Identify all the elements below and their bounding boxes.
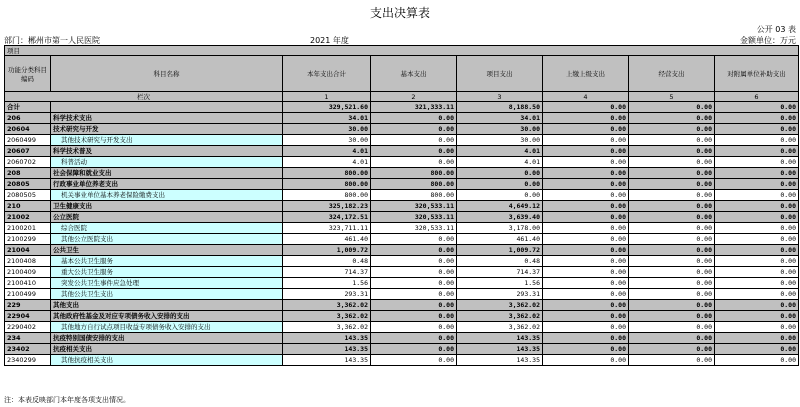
row-value-col-3: 30.00: [457, 124, 543, 135]
header-col-3: 项目支出: [457, 56, 543, 92]
row-name: 科普活动: [51, 157, 283, 168]
row-value-col-4: 0.00: [543, 322, 629, 333]
header-col-index-5: 5: [629, 92, 715, 102]
row-value-col-3: 4.01: [457, 157, 543, 168]
row-value-col-5: 0.00: [629, 267, 715, 278]
row-value-col-3: 3,639.40: [457, 212, 543, 223]
row-code: 2080505: [5, 190, 51, 201]
header-col-index-6: 6: [715, 92, 799, 102]
table-row: [5, 322, 799, 333]
row-name: 社会保障和就业支出: [51, 168, 283, 179]
header-col-5: 经营支出: [629, 56, 715, 92]
row-value-col-5: 0.00: [629, 278, 715, 289]
row-value-col-1: 30.00: [283, 135, 371, 146]
row-value-col-4: 0.00: [543, 311, 629, 322]
row-value-col-1: 293.31: [283, 289, 371, 300]
row-value-col-2: 0.00: [371, 234, 457, 245]
row-value-col-2: 0.00: [371, 157, 457, 168]
row-value-col-2: 800.00: [371, 179, 457, 190]
row-value-col-6: 0.00: [715, 355, 799, 366]
row-value-col-4: 0.00: [543, 245, 629, 256]
row-code: 20604: [5, 124, 51, 135]
row-name: 其他公立医院支出: [51, 234, 283, 245]
table-row: [5, 179, 799, 190]
row-name: 抗疫相关支出: [51, 344, 283, 355]
row-code: 2100408: [5, 256, 51, 267]
row-value-col-4: 0.00: [543, 223, 629, 234]
row-name: 科学技术普及: [51, 146, 283, 157]
row-code: 22904: [5, 311, 51, 322]
row-value-col-4: 0.00: [543, 124, 629, 135]
header-col-6: 对附属单位补助支出: [715, 56, 799, 92]
table-row: [5, 212, 799, 223]
row-name: 突发公共卫生事件应急处理: [51, 278, 283, 289]
row-value-col-1: 143.35: [283, 344, 371, 355]
table-row: [5, 344, 799, 355]
row-value-col-5: 0.00: [629, 179, 715, 190]
row-value-col-2: 0.00: [371, 256, 457, 267]
row-code: 210: [5, 201, 51, 212]
row-value-col-6: 0.00: [715, 135, 799, 146]
row-value-col-2: 0.00: [371, 322, 457, 333]
row-code: 21004: [5, 245, 51, 256]
header-name: 科目名称: [51, 56, 283, 92]
table-row: [5, 355, 799, 366]
header-col-4: 上缴上级支出: [543, 56, 629, 92]
row-name: 卫生健康支出: [51, 201, 283, 212]
row-value-col-1: 4.01: [283, 146, 371, 157]
row-value-col-1: 800.00: [283, 168, 371, 179]
row-code: 2340299: [5, 355, 51, 366]
row-value-col-4: 0.00: [543, 234, 629, 245]
row-value-col-5: 0.00: [629, 300, 715, 311]
row-value-col-6: 0.00: [715, 311, 799, 322]
row-value-col-3: 4,649.12: [457, 201, 543, 212]
row-value-col-4: 0.00: [543, 201, 629, 212]
row-value-col-3: 143.35: [457, 355, 543, 366]
row-value-col-6: 0.00: [715, 322, 799, 333]
row-value-col-5: 0.00: [629, 146, 715, 157]
table-row: [5, 311, 799, 322]
table-row: [5, 300, 799, 311]
row-value-col-4: 0.00: [543, 135, 629, 146]
row-value-col-6: 0.00: [715, 344, 799, 355]
row-value-col-2: 0.00: [371, 333, 457, 344]
row-value-col-4: 0.00: [543, 113, 629, 124]
table-row: [5, 113, 799, 124]
row-code: 2100201: [5, 223, 51, 234]
row-value-col-2: 0.00: [371, 124, 457, 135]
row-value-col-2: 0.00: [371, 344, 457, 355]
row-value-col-4: 0.00: [543, 344, 629, 355]
row-value-col-5: 0.00: [629, 157, 715, 168]
row-value-col-3: 0.00: [457, 168, 543, 179]
row-value-col-4: 0.00: [543, 168, 629, 179]
row-value-col-1: 800.00: [283, 190, 371, 201]
row-value-col-3: 0.00: [457, 190, 543, 201]
row-code: 合计: [5, 102, 51, 113]
row-value-col-2: 320,533.11: [371, 201, 457, 212]
row-name: 公立医院: [51, 212, 283, 223]
row-value-col-4: 0.00: [543, 267, 629, 278]
header-project: 项目: [5, 46, 799, 56]
row-value-col-6: 0.00: [715, 223, 799, 234]
row-value-col-2: 321,333.11: [371, 102, 457, 113]
row-value-col-5: 0.00: [629, 256, 715, 267]
row-value-col-3: 143.35: [457, 333, 543, 344]
row-value-col-4: 0.00: [543, 355, 629, 366]
row-value-col-6: 0.00: [715, 289, 799, 300]
row-code: 21002: [5, 212, 51, 223]
row-code: 20805: [5, 179, 51, 190]
row-value-col-5: 0.00: [629, 355, 715, 366]
row-value-col-2: 320,533.11: [371, 212, 457, 223]
header-col-index-2: 2: [371, 92, 457, 102]
row-value-col-3: 0.00: [457, 179, 543, 190]
row-value-col-5: 0.00: [629, 223, 715, 234]
row-value-col-5: 0.00: [629, 135, 715, 146]
row-value-col-5: 0.00: [629, 322, 715, 333]
table-row: [5, 168, 799, 179]
row-value-col-1: 143.35: [283, 333, 371, 344]
row-value-col-6: 0.00: [715, 124, 799, 135]
row-code: 2290402: [5, 322, 51, 333]
row-value-col-2: 0.00: [371, 245, 457, 256]
row-value-col-2: 0.00: [371, 278, 457, 289]
row-code: 229: [5, 300, 51, 311]
row-value-col-4: 0.00: [543, 278, 629, 289]
row-name: 抗疫特别国债安排的支出: [51, 333, 283, 344]
row-value-col-2: 800.00: [371, 168, 457, 179]
row-value-col-1: 4.01: [283, 157, 371, 168]
row-value-col-3: 1,009.72: [457, 245, 543, 256]
row-name: [51, 102, 283, 113]
row-name: 其他公共卫生支出: [51, 289, 283, 300]
row-name: 机关事业单位基本养老保险缴费支出: [51, 190, 283, 201]
row-code: 206: [5, 113, 51, 124]
table-note: 注：本表反映部门本年度各项支出情况。: [4, 396, 130, 404]
row-value-col-2: 0.00: [371, 311, 457, 322]
row-value-col-5: 0.00: [629, 190, 715, 201]
row-value-col-5: 0.00: [629, 102, 715, 113]
header-col-index-4: 4: [543, 92, 629, 102]
table-row: [5, 135, 799, 146]
row-name: 科学技术支出: [51, 113, 283, 124]
row-code: 234: [5, 333, 51, 344]
department-label: 部门：郴州市第一人民医院: [4, 36, 100, 45]
row-value-col-2: 0.00: [371, 135, 457, 146]
row-value-col-6: 0.00: [715, 300, 799, 311]
table-row: [5, 102, 799, 113]
row-value-col-1: 324,172.51: [283, 212, 371, 223]
row-name: 其他技术研究与开发支出: [51, 135, 283, 146]
row-value-col-2: 320,533.11: [371, 223, 457, 234]
row-value-col-6: 0.00: [715, 201, 799, 212]
row-code: 2060499: [5, 135, 51, 146]
row-value-col-3: 3,362.02: [457, 322, 543, 333]
row-value-col-5: 0.00: [629, 212, 715, 223]
table-row: [5, 124, 799, 135]
row-value-col-3: 143.35: [457, 344, 543, 355]
row-value-col-1: 3,362.02: [283, 300, 371, 311]
row-value-col-3: 0.48: [457, 256, 543, 267]
row-value-col-6: 0.00: [715, 168, 799, 179]
amount-unit: 金额单位：万元: [740, 36, 796, 45]
table-row: [5, 267, 799, 278]
row-value-col-6: 0.00: [715, 212, 799, 223]
row-value-col-1: 30.00: [283, 124, 371, 135]
row-value-col-1: 3,362.02: [283, 311, 371, 322]
table-row: [5, 234, 799, 245]
row-value-col-2: 0.00: [371, 300, 457, 311]
row-code: 2100299: [5, 234, 51, 245]
row-value-col-1: 800.00: [283, 179, 371, 190]
row-value-col-1: 0.48: [283, 256, 371, 267]
form-code: 公开 03 表: [756, 25, 796, 34]
row-value-col-2: 0.00: [371, 146, 457, 157]
row-value-col-1: 3,362.02: [283, 322, 371, 333]
row-value-col-2: 800.00: [371, 190, 457, 201]
row-value-col-5: 0.00: [629, 289, 715, 300]
row-name: 行政事业单位养老支出: [51, 179, 283, 190]
row-value-col-3: 461.40: [457, 234, 543, 245]
row-value-col-4: 0.00: [543, 179, 629, 190]
row-name: 公共卫生: [51, 245, 283, 256]
row-name: 其他支出: [51, 300, 283, 311]
row-value-col-3: 3,362.02: [457, 311, 543, 322]
row-value-col-5: 0.00: [629, 311, 715, 322]
row-value-col-6: 0.00: [715, 245, 799, 256]
row-value-col-4: 0.00: [543, 212, 629, 223]
row-value-col-5: 0.00: [629, 234, 715, 245]
row-value-col-6: 0.00: [715, 333, 799, 344]
table-row: [5, 278, 799, 289]
row-value-col-4: 0.00: [543, 190, 629, 201]
row-value-col-2: 0.00: [371, 355, 457, 366]
row-name: 重大公共卫生服务: [51, 267, 283, 278]
row-value-col-1: 325,182.23: [283, 201, 371, 212]
row-value-col-6: 0.00: [715, 234, 799, 245]
row-value-col-6: 0.00: [715, 267, 799, 278]
row-value-col-3: 8,188.50: [457, 102, 543, 113]
row-value-col-1: 1.56: [283, 278, 371, 289]
row-value-col-3: 34.01: [457, 113, 543, 124]
table-row: [5, 201, 799, 212]
table-row: [5, 245, 799, 256]
row-name: 其他抗疫相关支出: [51, 355, 283, 366]
row-value-col-5: 0.00: [629, 201, 715, 212]
row-value-col-1: 34.01: [283, 113, 371, 124]
row-value-col-6: 0.00: [715, 113, 799, 124]
row-value-col-4: 0.00: [543, 146, 629, 157]
row-code: 2100409: [5, 267, 51, 278]
row-value-col-6: 0.00: [715, 102, 799, 113]
header-col-2: 基本支出: [371, 56, 457, 92]
row-name: 其他地方自行试点项目收益专项债务收入安排的支出: [51, 322, 283, 333]
table-row: [5, 146, 799, 157]
row-value-col-6: 0.00: [715, 278, 799, 289]
row-value-col-3: 3,362.02: [457, 300, 543, 311]
row-value-col-5: 0.00: [629, 344, 715, 355]
row-code: 23402: [5, 344, 51, 355]
expenditure-table: [4, 45, 799, 366]
row-value-col-1: 1,009.72: [283, 245, 371, 256]
row-value-col-3: 293.31: [457, 289, 543, 300]
table-row: [5, 157, 799, 168]
row-value-col-1: 143.35: [283, 355, 371, 366]
row-value-col-3: 714.37: [457, 267, 543, 278]
row-value-col-5: 0.00: [629, 113, 715, 124]
row-value-col-4: 0.00: [543, 300, 629, 311]
table-row: [5, 256, 799, 267]
row-value-col-4: 0.00: [543, 157, 629, 168]
row-code: 20607: [5, 146, 51, 157]
table-row: [5, 333, 799, 344]
header-col-index-1: 1: [283, 92, 371, 102]
row-value-col-6: 0.00: [715, 179, 799, 190]
row-value-col-6: 0.00: [715, 146, 799, 157]
row-name: 其他政府性基金及对应专项债务收入安排的支出: [51, 311, 283, 322]
table-row: [5, 190, 799, 201]
row-code: 208: [5, 168, 51, 179]
row-value-col-1: 323,711.11: [283, 223, 371, 234]
row-value-col-4: 0.00: [543, 333, 629, 344]
row-code: 2100410: [5, 278, 51, 289]
row-value-col-6: 0.00: [715, 190, 799, 201]
header-col-index-label: 栏次: [5, 92, 283, 102]
row-name: 基本公共卫生服务: [51, 256, 283, 267]
document-title: 支出决算表: [369, 6, 430, 20]
fiscal-year: 2021 年度: [310, 36, 349, 45]
header-col-1: 本年支出合计: [283, 56, 371, 92]
row-value-col-3: 30.00: [457, 135, 543, 146]
row-value-col-5: 0.00: [629, 245, 715, 256]
row-value-col-6: 0.00: [715, 256, 799, 267]
header-code: 功能分类科目编码: [5, 56, 51, 92]
row-code: 2060702: [5, 157, 51, 168]
row-value-col-4: 0.00: [543, 256, 629, 267]
row-value-col-5: 0.00: [629, 333, 715, 344]
row-name: 综合医院: [51, 223, 283, 234]
row-value-col-2: 0.00: [371, 289, 457, 300]
row-value-col-3: 4.01: [457, 146, 543, 157]
table-row: [5, 289, 799, 300]
row-code: 2100499: [5, 289, 51, 300]
row-value-col-3: 1.56: [457, 278, 543, 289]
row-value-col-3: 3,178.00: [457, 223, 543, 234]
header-col-index-3: 3: [457, 92, 543, 102]
row-value-col-6: 0.00: [715, 157, 799, 168]
row-value-col-5: 0.00: [629, 124, 715, 135]
row-value-col-5: 0.00: [629, 168, 715, 179]
row-value-col-2: 0.00: [371, 113, 457, 124]
row-value-col-1: 461.40: [283, 234, 371, 245]
row-value-col-4: 0.00: [543, 289, 629, 300]
row-value-col-4: 0.00: [543, 102, 629, 113]
row-value-col-1: 714.37: [283, 267, 371, 278]
row-value-col-1: 329,521.60: [283, 102, 371, 113]
table-row: [5, 223, 799, 234]
row-value-col-2: 0.00: [371, 267, 457, 278]
row-name: 技术研究与开发: [51, 124, 283, 135]
